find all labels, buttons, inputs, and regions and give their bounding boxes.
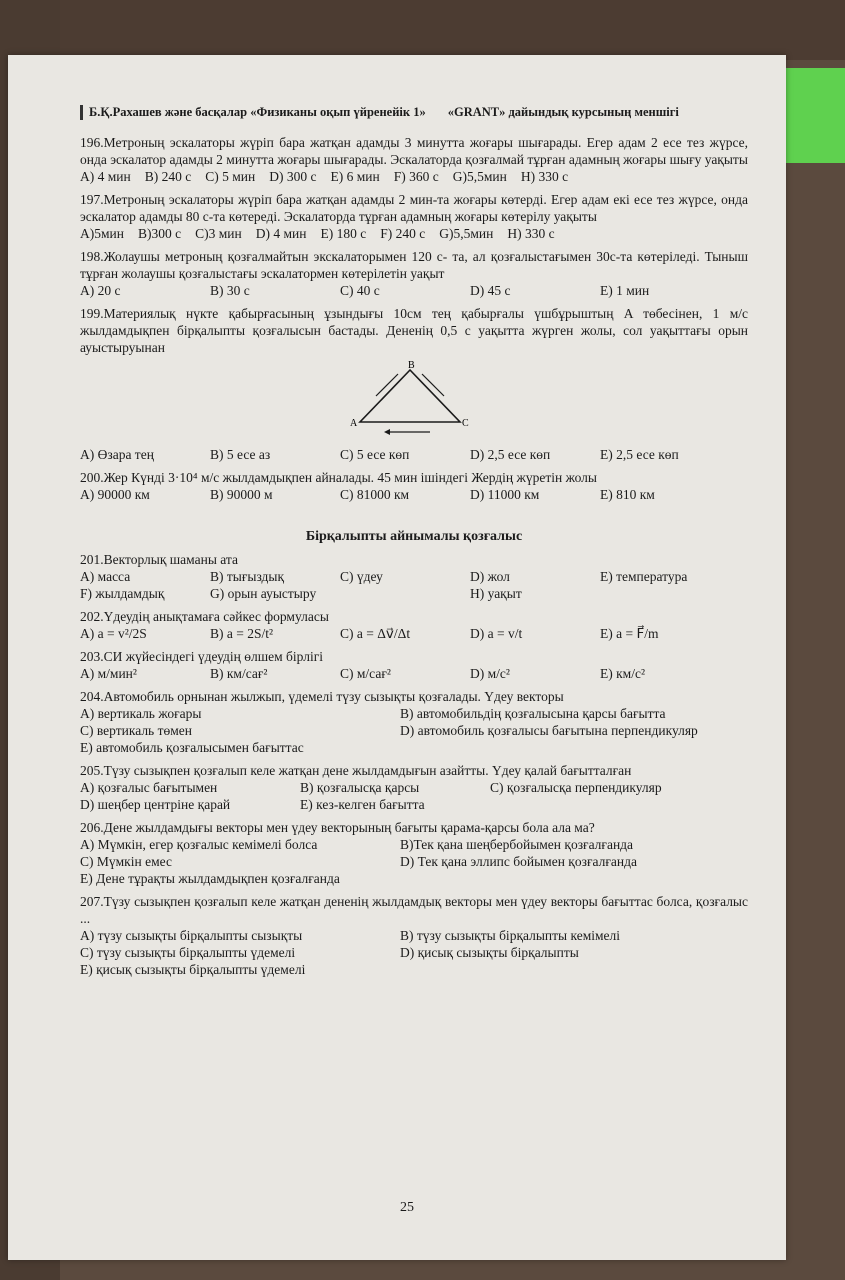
question-198 (80, 248, 748, 299)
page-content (80, 105, 748, 984)
running-header (80, 105, 748, 120)
question-206-options (80, 836, 748, 887)
question-196-options (80, 168, 748, 185)
option: E) Дене тұрақты жылдамдықпен қозғалғанда (80, 871, 340, 886)
question-200-options (80, 486, 748, 503)
option: F) 240 с (380, 226, 426, 241)
option: C) 5 есе көп (340, 447, 410, 462)
option: E) қисық сызықты бірқалыпты үдемелі (80, 962, 306, 977)
question-203-options (80, 665, 748, 682)
option: E) автомобиль қозғалысымен бағыттас (80, 740, 304, 755)
label-c: C (462, 418, 469, 429)
question-206 (80, 819, 748, 887)
option: E) a = F⃗/m (600, 626, 659, 641)
question-198-options (80, 282, 748, 299)
question-202-options (80, 625, 748, 642)
header-left: Б.Қ.Рахашев және басқалар «Физиканы оқып үйренейік 1» (89, 105, 426, 119)
option: A) қозғалыс бағытымен (80, 780, 218, 795)
option: D) 11000 км (470, 487, 540, 502)
question-199 (80, 305, 748, 463)
green-bookmark-tab (782, 68, 845, 163)
triangle-diagram (350, 360, 748, 442)
option: B) 5 есе аз (210, 447, 271, 462)
question-197-options (80, 225, 748, 242)
question-199-text: 199.Материялық нүкте қабырғасының ұзындығы 10см тең қабырғалы үшбұрыштың A төбесінен, 1 м/с жылдамдықпен бірқалыпты қозғалысын бастады. Дененің 0,5 с уақытта жүрген жолы, сол уақыттағы орын ауыстыруынан (80, 306, 748, 355)
option: A) масса (80, 569, 131, 584)
option: E) 2,5 есе көп (600, 447, 679, 462)
option: A) 4 мин (80, 169, 131, 184)
option: A) вертикаль жоғары (80, 706, 202, 721)
option: E) 810 км (600, 487, 655, 502)
question-205-text: 205.Түзу сызықпен қозғалып келе жатқан дене жылдамдығын азайтты. Үдеу қалай бағытталған (80, 763, 632, 778)
option: C) қозғалысқа перпендикуляр (490, 780, 662, 795)
question-197-text: 197.Метроның эскалаторы жүріп бара жатқан адамды 2 мин-та жоғары көтерді. Егер адам екі есе тез жүрсе, онда эскалатор адамды 80 с-та көтереді. Эскалаторда тұрған адамның жоғары көтерілу уақыты (80, 192, 748, 224)
question-200-text: 200.Жер Күнді 3·10⁴ м/с жылдамдықпен айналады. 45 мин ішіндегі Жердің жүретін жолы (80, 470, 597, 485)
question-203 (80, 648, 748, 682)
option: A) Өзара тең (80, 447, 154, 462)
question-206-text: 206.Дене жылдамдығы векторы мен үдеу векторының бағыты қарама-қарсы бола ала ма? (80, 820, 595, 835)
arrowhead (384, 429, 390, 435)
option: A) түзу сызықты бірқалыпты сызықты (80, 928, 303, 943)
option: E) км/с² (600, 666, 646, 681)
option: C) түзу сызықты бірқалыпты үдемелі (80, 945, 296, 960)
option: C) вертикаль төмен (80, 723, 193, 738)
option: E) 180 с (320, 226, 367, 241)
option: E) 6 мин (330, 169, 380, 184)
option: F) жылдамдық (80, 586, 165, 601)
question-202-text: 202.Үдеудің анықтамаға сәйкес формуласы (80, 609, 329, 624)
page-number: 25 (400, 1200, 414, 1215)
question-205-options (80, 779, 748, 813)
option: H) уақыт (470, 586, 522, 601)
option: C) үдеу (340, 569, 383, 584)
option: C) a = Δv⃗/Δt (340, 626, 411, 641)
option: G)5,5мин (439, 226, 494, 241)
question-199-options (80, 446, 748, 463)
option: D) 4 мин (255, 226, 307, 241)
option: B)300 с (138, 226, 182, 241)
option (340, 585, 470, 602)
option: C) 5 мин (205, 169, 256, 184)
option: B)Тек қана шеңбербойымен қозғалғанда (400, 837, 634, 852)
option: A) a = v²/2S (80, 626, 147, 641)
question-202 (80, 608, 748, 642)
option: E) 1 мин (600, 283, 650, 298)
option: D) 45 с (470, 283, 511, 298)
option: H) 330 с (507, 226, 555, 241)
option: G) орын ауыстыру (210, 586, 317, 601)
question-201-options (80, 568, 748, 602)
triangle-shape (360, 370, 460, 422)
book-page (8, 55, 786, 1260)
question-201-text: 201.Векторлық шаманы ата (80, 552, 238, 567)
question-204 (80, 688, 748, 756)
question-196-text: 196.Метроның эскалаторы жүріп бара жатқан адамды 3 минутта жоғары шығарады. Егер адам 2 есе тез жүрсе, онда эскалатор адамды 2 минутта жоғары шығарады. Эскалаторда қозғалмай тұрған адамның жоғары шығу уақыты (80, 135, 748, 167)
option: B) тығыздық (210, 569, 285, 584)
question-196 (80, 134, 748, 185)
option: D) м/с² (470, 666, 510, 681)
question-207-options (80, 927, 748, 978)
option: E) температура (600, 569, 688, 584)
option: B) 30 с (210, 283, 250, 298)
question-203-text: 203.СИ жүйесіндегі үдеудің өлшем бірлігі (80, 649, 324, 664)
option: G)5,5мин (452, 169, 507, 184)
background-top (0, 0, 845, 60)
option: B) a = 2S/t² (210, 626, 274, 641)
option: E) кез-келген бағытта (300, 797, 425, 812)
question-197 (80, 191, 748, 242)
label-b: B (408, 360, 415, 371)
option: A) 90000 км (80, 487, 150, 502)
option: C) 81000 км (340, 487, 410, 502)
option: D) шеңбер центріне қарай (80, 797, 231, 812)
option: C) м/сағ² (340, 666, 391, 681)
option: A)5мин (80, 226, 124, 241)
option: D) a = v/t (470, 626, 523, 641)
question-200 (80, 469, 748, 503)
option: D) қисық сызықты бірқалыпты (400, 945, 579, 960)
label-a: A (350, 418, 358, 429)
option: A) м/мин² (80, 666, 137, 681)
option: B) 240 с (144, 169, 192, 184)
option: H) 330 с (520, 169, 569, 184)
header-right: «GRANT» дайындық курсының меншігі (447, 105, 679, 119)
question-204-text: 204.Автомобиль орнынан жылжып, үдемелі түзу сызықты қозғалады. Үдеу векторы (80, 689, 564, 704)
question-204-options (80, 705, 748, 756)
option: A) 20 с (80, 283, 121, 298)
option: D) жол (470, 569, 510, 584)
option: A) Мүмкін, егер қозғалыс кемімелі болса (80, 837, 318, 852)
option: D) 300 с (269, 169, 317, 184)
question-207-text: 207.Түзу сызықпен қозғалып келе жатқан дененің жылдамдық векторы мен үдеу векторы бағыттас болса, қозғалыс ... (80, 894, 748, 926)
question-198-text: 198.Жолаушы метроның қозғалмайтын экскалаторымен 120 с- та, ал қозғалыстағымен 30с-та көтеріледі. Тыныш тұрған жолаушы қозғалыстағы эскалатормен көтерілетін уақыт (80, 249, 748, 281)
option: B) қозғалысқа қарсы (300, 780, 420, 795)
question-201 (80, 551, 748, 602)
option: B) 90000 м (210, 487, 273, 502)
option: B) түзу сызықты бірқалыпты кемімелі (400, 928, 621, 943)
option: C)3 мин (195, 226, 242, 241)
question-207 (80, 893, 748, 978)
option: B) км/сағ² (210, 666, 268, 681)
option: B) автомобильдің қозғалысына қарсы бағытта (400, 706, 666, 721)
question-205 (80, 762, 748, 813)
option: D) 2,5 есе көп (470, 447, 551, 462)
triangle-svg (350, 360, 470, 438)
section-title: Бірқалыпты айнымалы қозғалыс (305, 529, 523, 544)
option: D) автомобиль қозғалысы бағытына перпендикуляр (400, 723, 698, 738)
option: C) 40 с (340, 283, 380, 298)
option: C) Мүмкін емес (80, 854, 172, 869)
option: D) Тек қана эллипс бойымен қозғалғанда (400, 854, 637, 869)
option: F) 360 с (393, 169, 439, 184)
